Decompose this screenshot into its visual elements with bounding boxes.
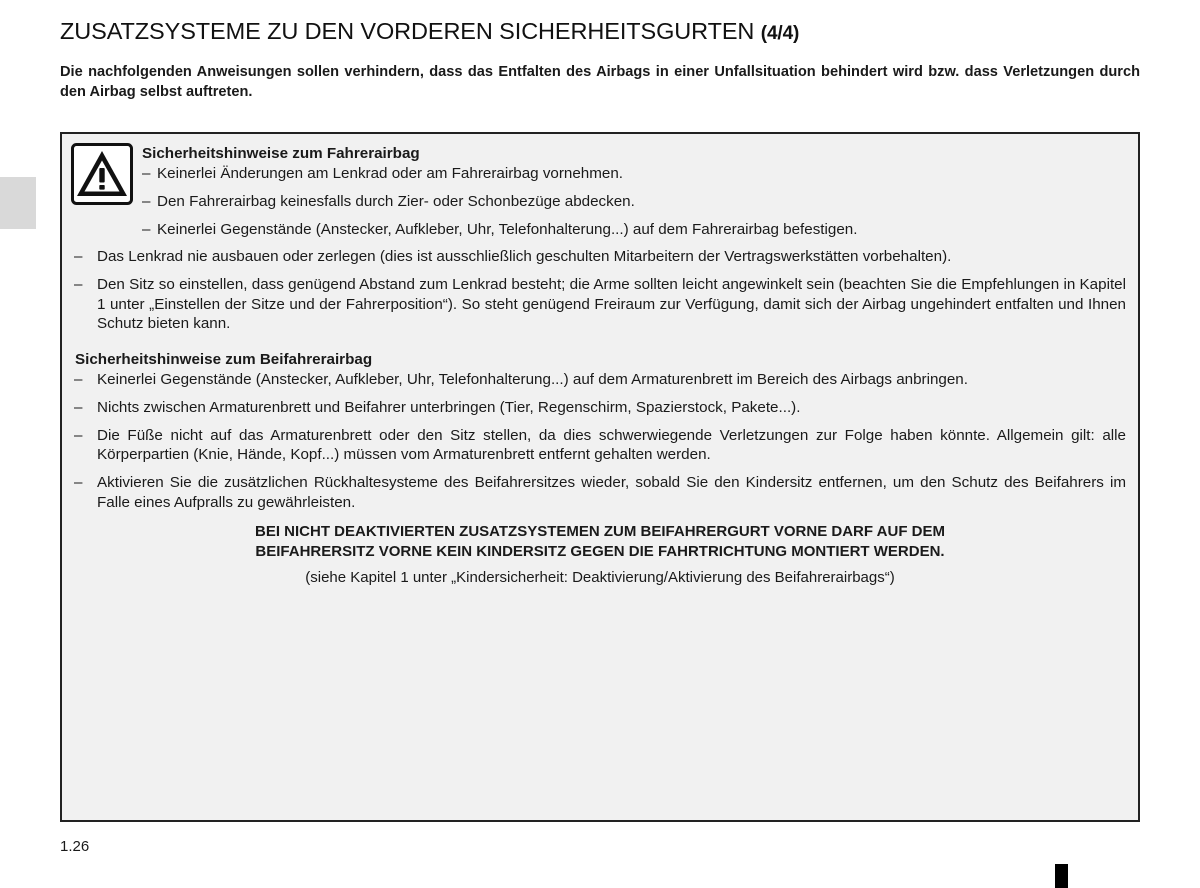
list-item — [62, 426, 1138, 465]
chapter-tab-marker — [0, 177, 36, 229]
passenger-item-text: Aktivieren Sie die zusätzlichen Rückhaltesysteme des Beifahrersitzes wieder, sobald Sie den Kindersitz entfernen, um den Schutz des Beifahrers im Falle eines Aufpralls zu gewährleisten. — [97, 474, 1126, 511]
driver-more-text: Das Lenkrad nie ausbauen oder zerlegen (dies ist ausschließlich geschulten Mitarbeitern der Vertragswerkstätten vorbehalten). — [97, 248, 952, 265]
dash-bullet: – — [142, 164, 151, 182]
dash-bullet: – — [74, 426, 83, 444]
child-seat-warning: BEI NICHT DEAKTIVIERTEN ZUSATZSYSTEMEN ZUM BEIFAHRERGURT VORNE DARF AUF DEM BEIFAHRERSITZ VORNE KEIN KINDERSITZ GEGEN DIE FAHRTRICHTUNG MONTIERT WERDEN. — [254, 523, 945, 560]
driver-item-text: Keinerlei Änderungen am Lenkrad oder am Fahrerairbag vornehmen. — [157, 164, 624, 182]
reference-note: (siehe Kapitel 1 unter „Kindersicherheit: Deaktivierung/Aktivierung des Beifahrerairbags“) — [305, 569, 895, 586]
dash-bullet: – — [74, 398, 83, 416]
dash-bullet: – — [74, 248, 83, 265]
list-item — [62, 398, 1138, 418]
list-item — [62, 247, 1138, 267]
driver-airbag-section — [142, 144, 1122, 248]
driver-airbag-more — [62, 247, 1138, 342]
page-title — [60, 18, 799, 45]
dash-bullet: – — [142, 192, 151, 210]
driver-more-text: Den Sitz so einstellen, dass genügend Abstand zum Lenkrad besteht; die Arme sollten leicht angewinkelt sein (beachten Sie die Empfehlungen in Kapitel 1 unter „Einstellen der Sitze und der Fahrerposition“). So steht genügend Freiraum zur Verfügung, damit sich der Airbag ungehindert entfalten und Ihnen Schutz bieten kann. — [97, 276, 1126, 332]
warning-box — [60, 132, 1140, 822]
list-item — [62, 473, 1138, 512]
dash-bullet: – — [142, 220, 151, 238]
dash-bullet: – — [74, 474, 83, 491]
page-number: 1.26 — [60, 838, 90, 855]
list-item — [142, 220, 1122, 240]
dash-bullet: – — [74, 370, 83, 388]
dash-bullet: – — [74, 276, 83, 293]
warning-triangle-icon — [71, 143, 133, 205]
intro-paragraph: Die nachfolgenden Anweisungen sollen verhindern, dass das Entfalten des Airbags in einer Unfallsituation behindert wird bzw. dass Verletzungen durch den Airbag selbst auftreten. — [60, 64, 1140, 100]
page-title-suffix: (4/4) — [760, 23, 800, 44]
passenger-item-text: Die Füße nicht auf das Armaturenbrett oder den Sitz stellen, da dies schwerwiegende Verletzungen zur Folge haben könnte. Allgemein gilt: alle Körperpartien (Knie, Hände, Kopf...) müssen vom Armaturenbrett entfernt gehalten werden. — [97, 426, 1126, 463]
page-title-text: ZUSATZSYSTEME ZU DEN VORDEREN SICHERHEITSGURTEN — [60, 18, 755, 44]
passenger-airbag-section — [62, 350, 1138, 588]
passenger-item-text: Nichts zwischen Armaturenbrett und Beifahrer unterbringen (Tier, Regenschirm, Spazierstock, Pakete...). — [97, 398, 801, 416]
list-item — [62, 370, 1138, 390]
passenger-item-text: Keinerlei Gegenstände (Anstecker, Aufkleber, Uhr, Telefonhalterung...) auf dem Armaturenbrett im Bereich des Airbags anbringen. — [97, 370, 968, 388]
list-item — [142, 192, 1122, 212]
page-edge-marker — [1055, 864, 1068, 888]
list-item — [62, 275, 1138, 334]
driver-airbag-heading: Sicherheitshinweise zum Fahrerairbag — [142, 145, 420, 162]
driver-item-text: Keinerlei Gegenstände (Anstecker, Aufkleber, Uhr, Telefonhalterung...) auf dem Fahrerairbag befestigen. — [157, 220, 858, 238]
passenger-airbag-heading: Sicherheitshinweise zum Beifahrerairbag — [75, 351, 373, 368]
list-item — [142, 164, 1122, 184]
driver-item-text: Den Fahrerairbag keinesfalls durch Zier- oder Schonbezüge abdecken. — [157, 192, 635, 210]
